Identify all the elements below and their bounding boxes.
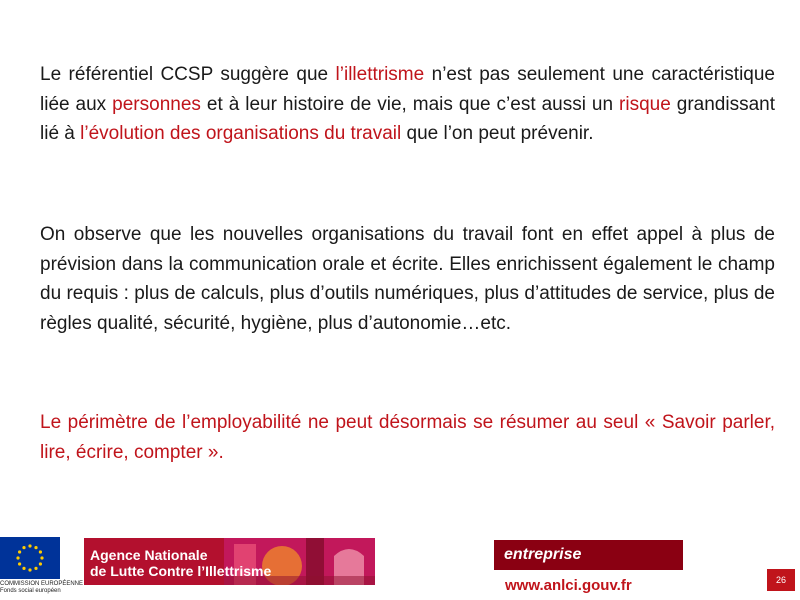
eu-caption [0, 581, 83, 595]
eu-logo [0, 537, 84, 600]
entreprise-label: entreprise [504, 546, 582, 563]
entreprise-tag [494, 540, 683, 570]
eu-caption-line2: Fonds social européen [0, 588, 61, 594]
paragraph-organisations: On observe que les nouvelles organisations du travail font en effet appel à plus de prévision dans la communication orale et écrite. Elles enrichissent également le champ du requis : plus de calculs, plus d’outils numériques, plus d’attitudes de service, plus de règles qualité, sécurité, hygiène, plus d’autonomie…etc. [40, 224, 775, 334]
paragraph-text: Le référentiel CCSP suggère que [40, 64, 336, 85]
agency-name-line2: de Lutte Contre l’Illettrisme [90, 563, 272, 579]
highlight-personnes: personnes [112, 93, 201, 115]
page-number: 26 [767, 569, 795, 591]
paragraph-ccsp [40, 60, 775, 149]
agency-name [90, 547, 271, 579]
eu-flag-icon [0, 537, 60, 579]
highlight-risque: risque [619, 93, 671, 115]
paragraph-text: que l’on peut prévenir. [401, 123, 594, 144]
agency-name-line1: Agence Nationale [90, 547, 208, 563]
eu-caption-line1: COMMISSION EUROPÉENNE [0, 581, 84, 587]
paragraph-text: n’est pas seulement une caractéristique liée aux [40, 64, 775, 115]
highlight-illettrisme: l’illettrisme [335, 64, 425, 85]
anlci-logo [84, 538, 375, 585]
paragraph-perimetre: Le périmètre de l’employabilité ne peut désormais se résumer au seul « Savoir parler, lire, écrire, compter ». [40, 412, 775, 463]
website-link[interactable]: www.anlci.gouv.fr [505, 577, 632, 594]
highlight-evolution: l’évolution des organisations du travail [80, 123, 402, 144]
paragraph-text: et à leur histoire de vie, mais que c’est aussi un [200, 93, 620, 115]
paragraph-text: grandissant lié à [40, 93, 775, 144]
